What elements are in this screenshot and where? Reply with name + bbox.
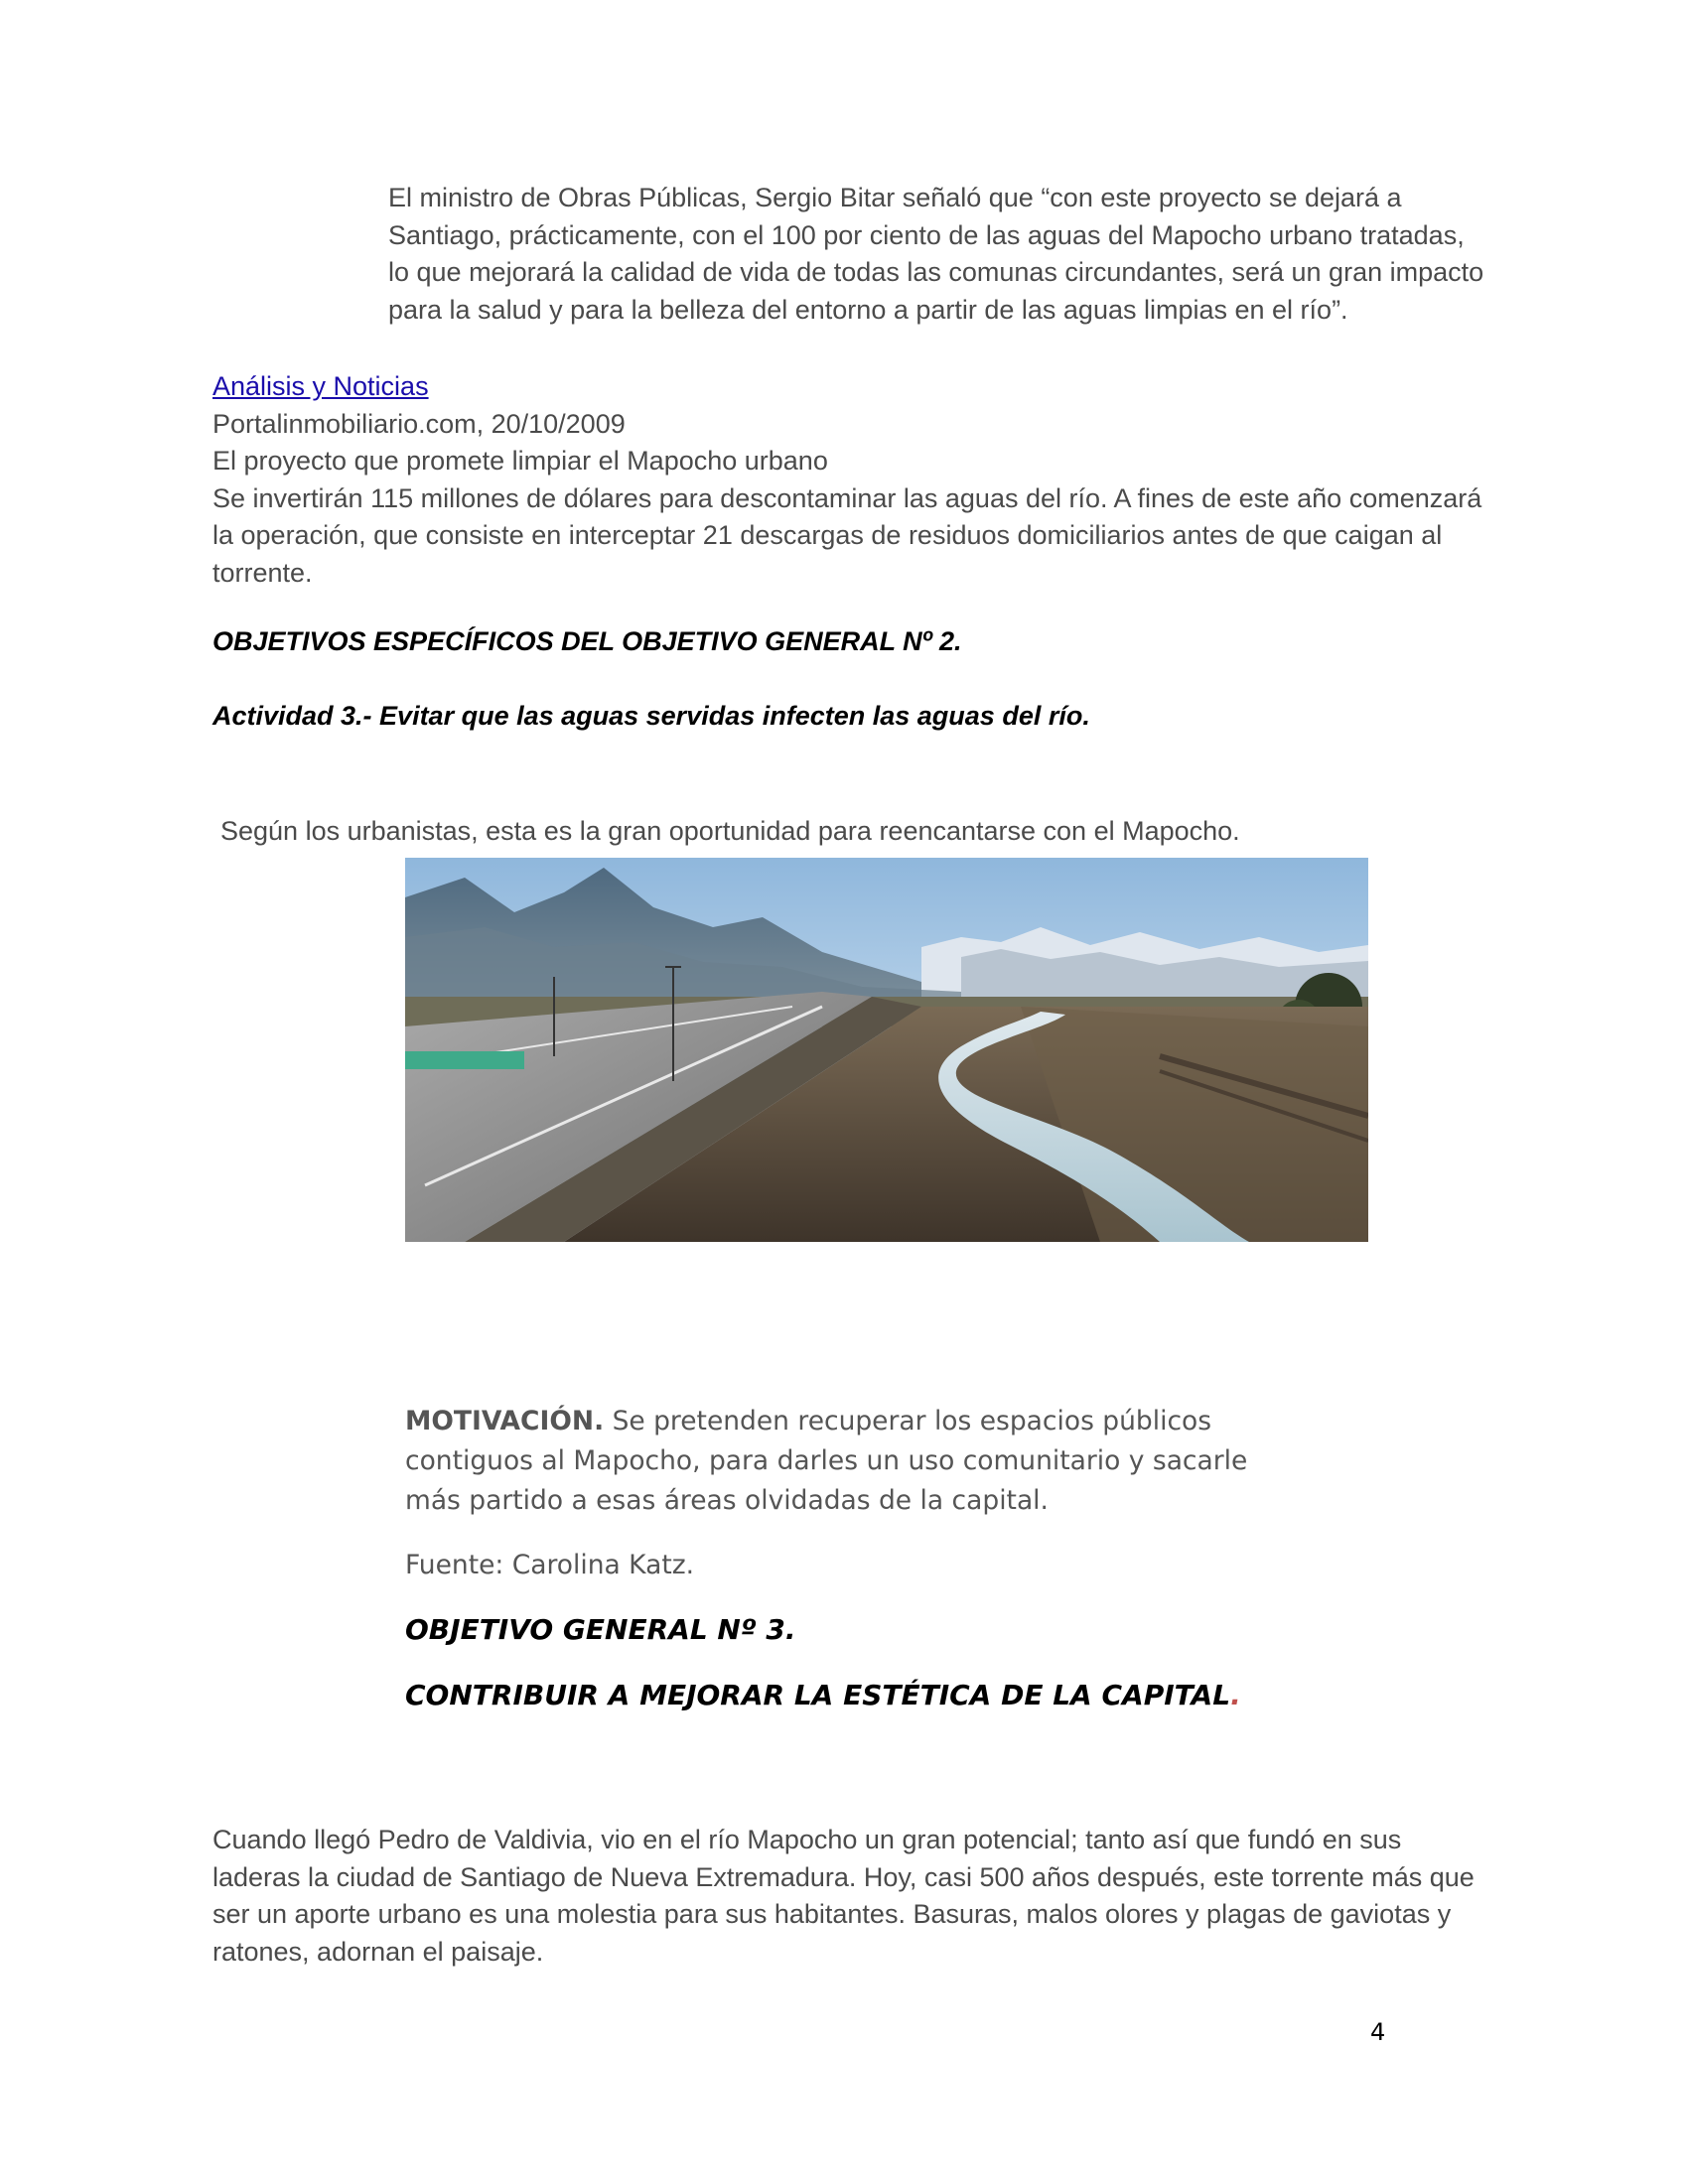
closing-line: ser un aporte urbano es una molestia para sus habitantes. Basuras, malos olores y plagas de gaviotas y bbox=[212, 1899, 1452, 1929]
objectives-heading: OBJETIVOS ESPECÍFICOS DEL OBJETIVO GENERAL Nº 2. bbox=[212, 626, 962, 656]
activity-heading: Actividad 3.- Evitar que las aguas servidas infecten las aguas del río. bbox=[212, 701, 1090, 731]
motivation-line: Se pretenden recuperar los espacios públicos bbox=[604, 1406, 1212, 1436]
minister-quote bbox=[388, 180, 1570, 329]
motivation-line: contiguos al Mapocho, para darles un uso comunitario y sacarle bbox=[405, 1445, 1248, 1476]
analisis-noticias-link[interactable]: Análisis y Noticias bbox=[212, 371, 429, 401]
motivation-source: Fuente: Carolina Katz. bbox=[405, 1550, 695, 1580]
quote-line: El ministro de Obras Públicas, Sergio Bitar señaló que “con este proyecto se dejará a bbox=[388, 183, 1402, 212]
general-objective-title: OBJETIVO GENERAL Nº 3. bbox=[405, 1613, 796, 1646]
mapocho-river-image bbox=[405, 858, 1368, 1242]
source-site-date: Portalinmobiliario.com, 20/10/2009 bbox=[212, 408, 626, 439]
photo-caption: Según los urbanistas, esta es la gran oportunidad para reencantarse con el Mapocho. bbox=[220, 816, 1240, 846]
closing-line: Cuando llegó Pedro de Valdivia, vio en el río Mapocho un gran potencial; tanto así que fundó en sus bbox=[212, 1825, 1402, 1854]
general-objective-text: CONTRIBUIR A MEJORAR LA ESTÉTICA DE LA CAPITAL bbox=[405, 1679, 1231, 1711]
source-line: Se invertirán 115 millones de dólares para descontaminar las aguas del río. A fines de este año comenzará bbox=[212, 482, 1482, 513]
closing-line: ratones, adornan el paisaje. bbox=[212, 1936, 544, 1967]
quote-line: para la salud y para la belleza del entorno a partir de las aguas limpias en el río”. bbox=[388, 294, 1348, 325]
source-headline: El proyecto que promete limpiar el Mapocho urbano bbox=[212, 446, 828, 476]
source-line: la operación, que consiste en interceptar 21 descargas de residuos domiciliarios antes de que caigan al bbox=[212, 520, 1443, 550]
closing-paragraph bbox=[212, 1822, 1583, 1971]
motivation-label: MOTIVACIÓN. bbox=[405, 1406, 605, 1436]
news-source bbox=[212, 368, 1583, 592]
source-line: torrente. bbox=[212, 557, 313, 588]
general-objective-trailing: . bbox=[1230, 1679, 1241, 1711]
motivation-line: más partido a esas áreas olvidadas de la capital. bbox=[405, 1485, 1049, 1516]
motivation-paragraph bbox=[405, 1402, 1358, 1521]
closing-line: laderas la ciudad de Santiago de Nueva Extremadura. Hoy, casi 500 años después, este torrente más que bbox=[212, 1861, 1475, 1892]
mapocho-river-photo bbox=[405, 858, 1368, 1242]
page-number: 4 bbox=[1370, 2018, 1386, 2046]
general-objective-statement bbox=[405, 1679, 1241, 1711]
quote-line: Santiago, prácticamente, con el 100 por ciento de las aguas del Mapocho urbano tratadas, bbox=[388, 219, 1465, 250]
quote-line: lo que mejorará la calidad de vida de todas las comunas circundantes, será un gran impacto bbox=[388, 257, 1484, 287]
